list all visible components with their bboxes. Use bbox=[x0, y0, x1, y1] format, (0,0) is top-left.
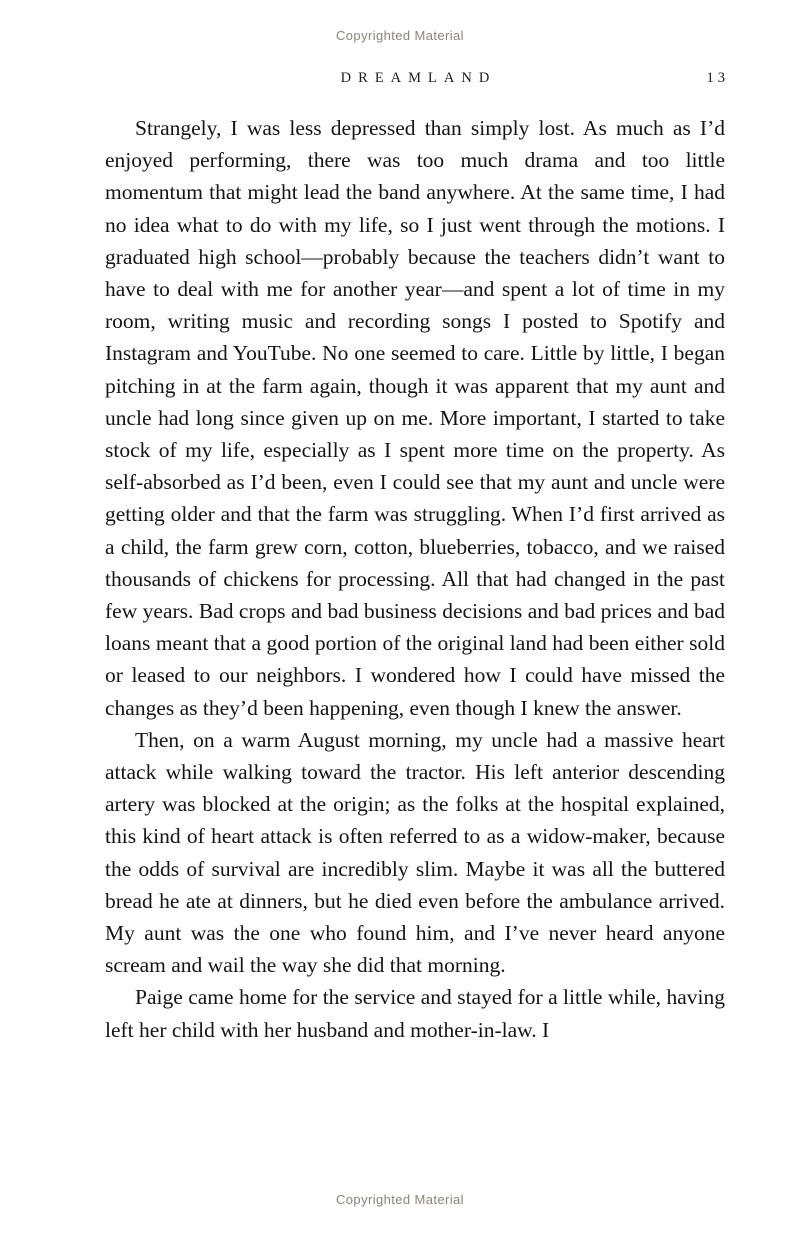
paragraph-1: Strangely, I was less depressed than simply lost. As much as I’d enjoyed performing, there was too much drama and too little momentum that might lead the band anywhere. At the same time, I had no idea what to do with my life, so I just went through the motions. I graduated high school—probably because the teachers didn’t want to have to deal with me for another year—and spent a lot of time in my room, writing music and recording songs I posted to Spotify and Instagram and YouTube. No one seemed to care. Little by little, I began pitching in at the farm again, though it was apparent that my aunt and uncle had long since given up on me. More important, I started to take stock of my life, especially as I spent more time on the property. As self-absorbed as I’d been, even I could see that my aunt and uncle were getting older and that the farm was struggling. When I’d first arrived as a child, the farm grew corn, cotton, blueberries, tobacco, and we raised thousands of chickens for processing. All that had changed in the past few years. Bad crops and bad business decisions and bad prices and bad loans meant that a good portion of the original land had been either sold or leased to our neighbors. I wondered how I could have missed the changes as they’d been happening, even though I knew the answer. bbox=[105, 116, 725, 720]
running-header bbox=[105, 70, 729, 90]
page-number: 13 bbox=[706, 70, 729, 86]
paragraph-2: Then, on a warm August morning, my uncle had a massive heart attack while walking toward the tractor. His left anterior descending artery was blocked at the origin; as the folks at the hospital explained, this kind of heart attack is often referred to as a widow-maker, because the odds of survival are incredibly slim. Maybe it was all the buttered bread he ate at dinners, but he died even before the ambulance arrived. My aunt was the one who found him, and I’ve never heard anyone scream and wail the way she did that morning. bbox=[105, 727, 725, 978]
page-body bbox=[105, 112, 725, 1046]
copyright-notice-bottom: Copyrighted Material bbox=[336, 1192, 464, 1207]
copyright-notice-top: Copyrighted Material bbox=[336, 28, 464, 43]
book-title: DREAMLAND bbox=[340, 70, 497, 86]
paragraph-3: Paige came home for the service and stayed for a little while, having left her child with her husband and mother-in-law. I bbox=[105, 985, 725, 1042]
